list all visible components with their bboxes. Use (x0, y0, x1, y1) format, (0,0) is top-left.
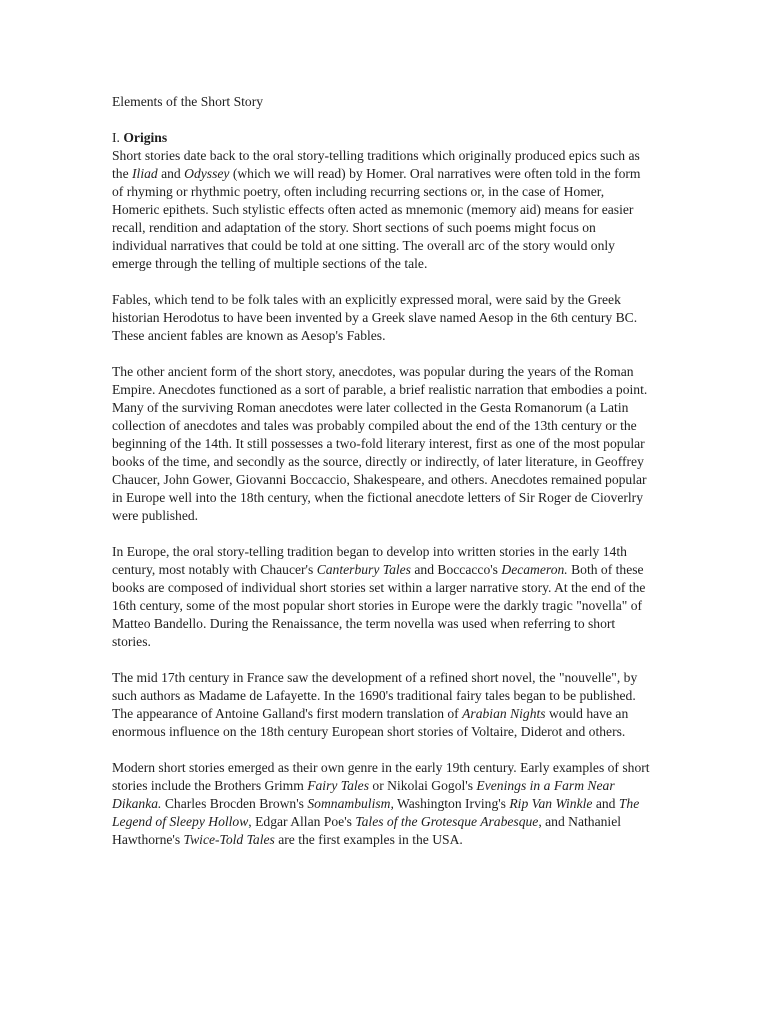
text-run: , and Nathaniel Hawthorne's (112, 814, 622, 847)
text-run: Modern short stories emerged as their own genre in the early 19th century. Early examples of short stories include the Brothers Grimm (112, 760, 650, 793)
italic-title-run: Iliad (132, 166, 158, 181)
italic-title-run: Tales of the Grotesque Arabesque (355, 814, 539, 829)
document-body (112, 93, 652, 867)
italic-title-run: Rip Van Winkle (509, 796, 593, 811)
text-run: Washington Irving's (393, 796, 510, 811)
text-run: Charles Brocden Brown's (161, 796, 308, 811)
italic-title-run: Decameron. (501, 562, 568, 577)
italic-title-run: Evenings in a Farm Near Dikanka. (112, 778, 615, 811)
paragraph (112, 147, 652, 273)
text-run: (which we will read) by Homer. Oral narratives were often told in the form of rhyming or rhythmic poetry, often including recurring sections or, in the case of Homer, Homeric epithets. Such stylistic effects often acted as mnemonic (memory aid) means for easier recall, rendition and adaptation of the story. Short sections of such poems might focus on individual narratives that could be told at one sitting. The overall arc of the story would only emerge through the telling of multiple sections of the tale. (112, 166, 641, 271)
paragraph (112, 759, 652, 849)
section-title: Origins (123, 130, 168, 145)
text-run: Both of these books are composed of individual short stories set within a larger narrative story. At the end of the 16th century, some of the most popular short stories in Europe were the darkly tragic "novella" of Matteo Bandello. During the Renaissance, the term novella was used when referring to short stories. (112, 562, 646, 649)
text-run: and Boccacco's (410, 562, 502, 577)
text-run: and (157, 166, 185, 181)
document-title: Elements of the Short Story (112, 94, 264, 109)
italic-title-run: Canterbury Tales (316, 562, 411, 577)
text-run: and (592, 796, 619, 811)
text-run: The other ancient form of the short story, anecdotes, was popular during the years of the Roman Empire. Anecdotes functioned as a sort of parable, a brief realistic narration that embodies a point. Many of the surviving Roman anecdotes were later collected in the Gesta Romanorum (a Latin collection of anecdotes and tales was probably compiled about the end of the 13th century or the beginning of the 14th. It still possesses a two-fold literary interest, first as one of the most popular books of the time, and secondly as the source, directly or indirectly, of later literature, in Geoffrey Chaucer, John Gower, Giovanni Boccaccio, Shakespeare, and others. Anecdotes remained popular in Europe well into the 18th century, when the fictional anecdote letters of Sir Roger de Cioverlry were published. (112, 364, 648, 523)
paragraph (112, 543, 652, 651)
italic-title-run: Somnambulism, (307, 796, 394, 811)
italic-title-run: Arabian Nights (462, 706, 546, 721)
paragraph (112, 669, 652, 741)
text-run: The mid 17th century in France saw the development of a refined short novel, the "nouvelle", by such authors as Madame de Lafayette. In the 1690's traditional fairy tales began to be published. The appearance of Antoine Galland's first modern translation of (112, 670, 638, 721)
text-run: Fables, which tend to be folk tales with an explicitly expressed moral, were said by the Greek historian Herodotus to have been invented by a Greek slave named Aesop in the 6th century BC. These ancient fables are known as Aesop's Fables. (112, 292, 638, 343)
text-run: would have an enormous influence on the 18th century European short stories of Voltaire, Diderot and others. (112, 706, 629, 739)
text-run: or Nikolai Gogol's (369, 778, 477, 793)
text-run: Short stories date back to the oral story-telling traditions which originally produced epics such as the (112, 148, 640, 181)
italic-title-run: Twice-Told Tales (183, 832, 275, 847)
italic-title-run: The Legend of Sleepy Hollow (112, 796, 640, 829)
text-run: are the first examples in the USA. (274, 832, 463, 847)
text-run: , Edgar Allan Poe's (248, 814, 356, 829)
italic-title-run: Fairy Tales (307, 778, 369, 793)
section-heading (112, 129, 652, 147)
paragraph-list (112, 147, 652, 849)
paragraph (112, 363, 652, 525)
paragraph (112, 291, 652, 345)
text-run: In Europe, the oral story-telling tradition began to develop into written stories in the early 14th century, most notably with Chaucer's (112, 544, 627, 577)
italic-title-run: Odyssey (184, 166, 230, 181)
section-number: I. (112, 130, 120, 145)
